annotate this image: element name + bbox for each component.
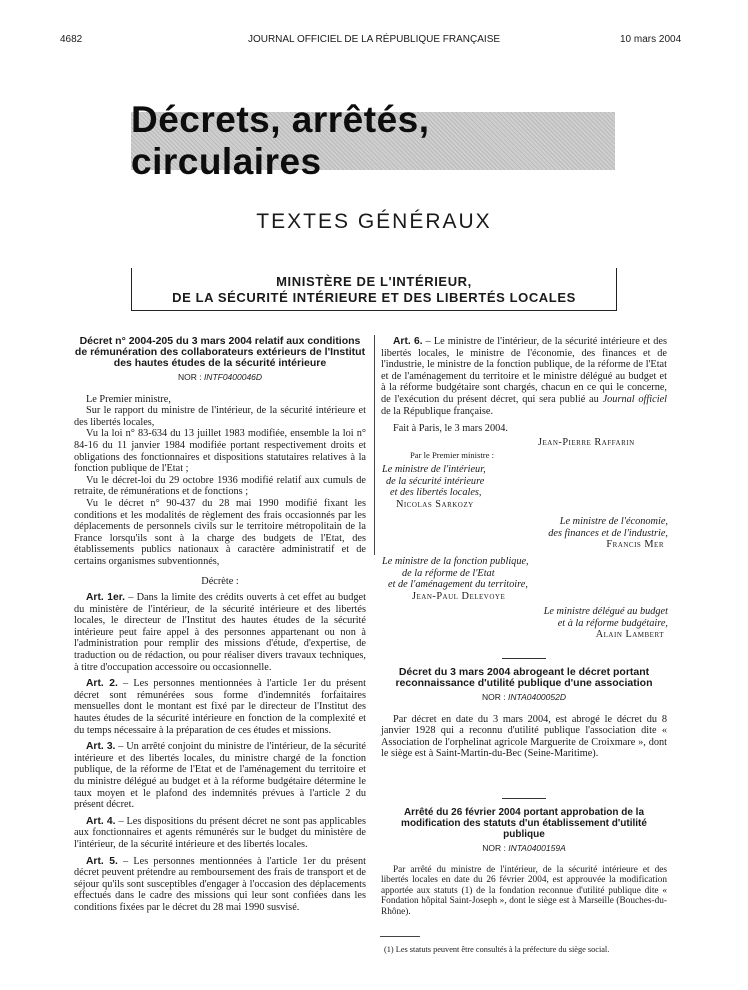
page-number: 4682 — [60, 34, 83, 45]
preamble-para: Vu le décret-loi du 29 octobre 1936 modifié relatif aux cumuls de retraite, de rémunérations et de fonctions ; — [74, 474, 366, 498]
decree2-title: Décret du 3 mars 2004 abrogeant le décret portant reconnaissance d'utilité publique d'une association — [395, 666, 653, 689]
arrete-text: Par arrêté du ministre de l'intérieur, de la sécurité intérieure et des libertés locales en date du 26 février 2004, est approuvée la modification apportée aux statuts (1) de la fondation reconnue d'utilité publique dite « Fondation hôpital Saint-Joseph », dont le siège est à Marseille (Bouches-du-Rhône). — [381, 864, 667, 917]
ministry-line-2: DE LA SÉCURITÉ INTÉRIEURE ET DES LIBERTÉS LOCALES — [172, 290, 576, 305]
article: Art. 5. – Les personnes mentionnées à l'article 1er du présent décret peuvent prétendre au remboursement des frais de transport et de séjour qu'ils sont susceptibles d'engager à l'occasion des déplacements effectués dans le cadre des missions qui leur sont confiées dans les conditions fixées par le décret du 28 mai 1990 susvisé. — [74, 855, 367, 913]
section-heading: TEXTES GÉNÉRAUX — [256, 210, 492, 233]
article: Art. 1er. – Dans la limite des crédits ouverts à cet effet au budget du ministère de l'intérieur, de la sécurité intérieure et des libertés locales, le directeur de l'Institut des hautes études de la sécurité intérieure peut faire appel à des personnes appartenant ou non à l'administration pour remplir des missions d'étude, d'expertise, de traduction ou de rédaction, ou pour réaliser divers travaux techniques, à titre d'occupation accessoire ou occasionnelle. — [74, 592, 366, 673]
article: Art. 2. – Les personnes mentionnées à l'article 1er du présent décret sont rémunérées sous forme d'indemnités forfaitaires mensuelles dont le montant est fixé par le directeur de l'Institut des hautes études de la sécurité intérieure en fonction de la complexité et du temps nécessaire à la préparation de ces études et missions. — [74, 678, 367, 736]
decree2-section — [381, 648, 667, 760]
signatory-name: Jean-Paul Delevoye — [412, 590, 506, 602]
ministry-line-1: MINISTÈRE DE L'INTÉRIEUR, — [276, 274, 472, 289]
column-divider — [374, 335, 375, 555]
decrete: Décrète : — [201, 575, 239, 587]
preamble-para: Vu la loi n° 83-634 du 13 juillet 1983 modifiée, ensemble la loi n° 84-16 du 11 janvier 1984 modifiée portant respectivement droits et obligations des fonctionnaires et dispositions statutaires relatives à la fonction publique de l'Etat ; — [74, 428, 366, 475]
signature-block: Le ministre de la fonction publique, de la réforme de l'Etat et de l'aménagement du territoire, Jean-Paul Delevoye — [382, 556, 529, 602]
decree1-title: Décret n° 2004-205 du 3 mars 2004 relatif aux conditions de rémunération des collaborateurs extérieurs de l'Institut des hautes études de la sécurité intérieure — [74, 335, 366, 369]
separator-rule — [502, 658, 546, 659]
signatory-main: Jean-Pierre Raffarin — [538, 437, 635, 448]
signature-block: Le ministre de l'économie, des finances et de l'industrie, Francis Mer — [528, 516, 668, 551]
separator-rule — [502, 798, 546, 799]
arrete-nor: NOR : INTA0400159A — [482, 843, 566, 853]
section-banner — [131, 99, 615, 182]
ministry-box — [131, 268, 617, 311]
footnote: (1) Les statuts peuvent être consultés à la préfecture du siège social. — [384, 945, 610, 954]
decree2-nor: NOR : INTA0400052D — [482, 692, 566, 702]
signatory-name: Francis Mer — [606, 539, 664, 551]
right-column — [381, 336, 667, 435]
decree2-text: Par décret en date du 3 mars 2004, est abrogé le décret du 8 janvier 1928 qui a reconnu d'utilité publique l'association dite « Association de l'orphelinat agricole Marguerite de Croixmare », dont le siège est à Saint-Martin-du-Bec (Seine-Maritime). — [381, 713, 667, 760]
journal-title: JOURNAL OFFICIEL DE LA RÉPUBLIQUE FRANÇAISE — [247, 34, 501, 45]
article: Art. 6. – Le ministre de l'intérieur, de la sécurité intérieure et des libertés locales, le ministre de l'économie, des finances et de l'industrie, le ministre de la fonction publique, de la réforme de l'Etat et de l'aménagement du territoire et le ministre délégué au budget et à la réforme budgétaire sont chargés, chacun en ce qui le concerne, de l'exécution du présent décret, qui sera publié au Journal officiel de la République française. — [381, 336, 667, 417]
preamble-para: Le Premier ministre, — [86, 393, 171, 405]
arrete-section — [381, 788, 667, 918]
decree1-nor: NOR : INTF0400046D — [177, 372, 263, 382]
banner-title: Décrets, arrêtés, circulaires — [131, 99, 430, 182]
fait-a-paris: Fait à Paris, le 3 mars 2004. — [393, 423, 508, 435]
article: Art. 3. – Un arrêté conjoint du ministre de l'intérieur, de la sécurité intérieure et des libertés locales, du ministre chargé de la fonction publique, de la réforme de l'Etat et de l'aménagement du territoire et du ministre délégué au budget et à la réforme budgétaire détermine le taux moyen et le plafond des indemnités prévues à l'article 2 du présent décret. — [74, 741, 366, 811]
preamble-para: Vu le décret n° 90-437 du 28 mai 1990 modifié fixant les conditions et les modalités de règlement des frais occasionnés par les déplacements de personnels civils sur le territoire métropolitain de la France lorsqu'ils sont à la charge des budgets de l'Etat, des établissements publics nationaux à caractère administratif et de certains organismes subventionnés, — [74, 497, 366, 567]
signatory-name: Nicolas Sarkozy — [396, 498, 474, 510]
par-premier-ministre: Par le Premier ministre : — [410, 450, 495, 460]
preamble-para: Sur le rapport du ministre de l'intérieur, de la sécurité intérieure et des libertés locales, — [74, 405, 366, 428]
issue-date: 10 mars 2004 — [620, 34, 682, 45]
article: Art. 4. – Les dispositions du présent décret ne sont pas applicables aux fonctionnaires et agents rémunérés sur le budget du ministère de l'intérieur, de la sécurité intérieure et des libertés locales. — [74, 815, 366, 850]
footnote-rule — [380, 936, 420, 937]
decree1-nor-code: INTF0400046D — [203, 372, 263, 382]
arrete-title: Arrêté du 26 février 2004 portant approbation de la modification des statuts d'un établissement d'utilité publique — [401, 807, 647, 840]
signature-block: Le ministre délégué au budget et à la réforme budgétaire, Alain Lambert — [518, 606, 668, 641]
signatory-name: Alain Lambert — [595, 629, 664, 641]
signature-block: Le ministre de l'intérieur, de la sécurité intérieure et des libertés locales, Nicolas Sarkozy — [382, 464, 486, 510]
left-column — [74, 336, 366, 914]
